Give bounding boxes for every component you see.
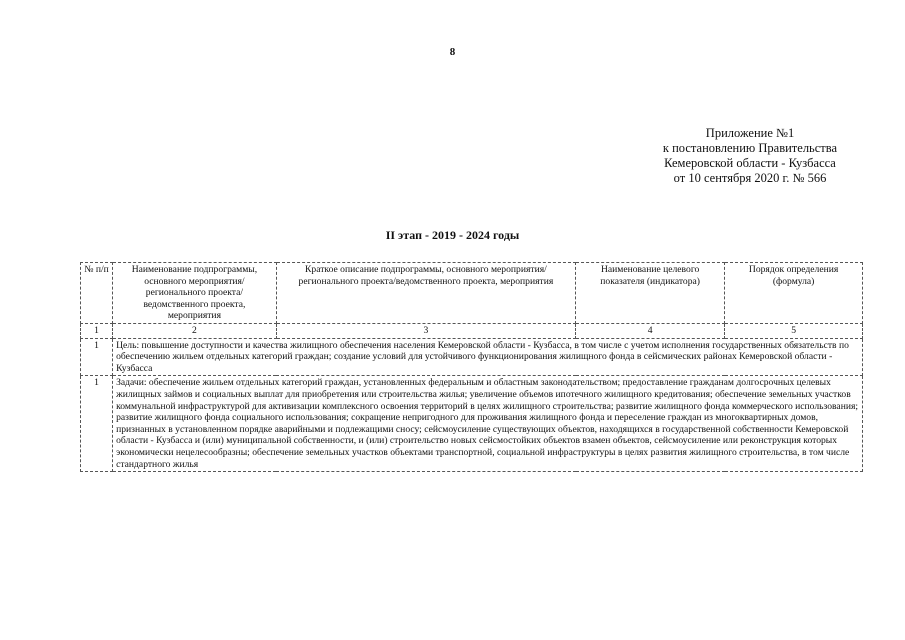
tasks-row — [81, 376, 863, 472]
goal-row-number: 1 — [81, 338, 113, 376]
column-number-row — [81, 323, 863, 338]
goal-text: Цель: повышение доступности и качества жилищного обеспечения населения Кемеровской области - Кузбасса, в том числе с учетом исполнения государственных обязательств по обеспечению жильем отдельных категорий граждан; создание условий для устойчивого функционирования жилищного фонда в сейсмических районах Кемеровской области - Кузбасса — [113, 338, 863, 376]
column-number: 2 — [113, 323, 277, 338]
column-number: 3 — [276, 323, 575, 338]
column-number: 4 — [576, 323, 725, 338]
appendix-block — [600, 126, 900, 186]
appendix-line-4: от 10 сентября 2020 г. № 566 — [673, 171, 827, 185]
header-indicator: Наименование целевого показателя (индикатора) — [576, 263, 725, 324]
appendix-line-3: Кемеровской области - Кузбасса — [664, 156, 836, 170]
page-number: 8 — [449, 46, 456, 58]
goal-row — [81, 338, 863, 376]
column-number: 1 — [81, 323, 113, 338]
column-number: 5 — [725, 323, 863, 338]
appendix-line-2: к постановлению Правительства — [662, 141, 838, 155]
appendix-line-1: Приложение №1 — [705, 126, 795, 140]
tasks-row-number: 1 — [81, 376, 113, 472]
tasks-text: Задачи: обеспечение жильем отдельных категорий граждан, установленных федеральным и областным законодательством; предоставление гражданам долгосрочных целевых жилищных займов и социальных выплат для приобретения или строительства жилья; увеличение объемов ипотечного жилищного кредитования; обеспечение земельных участков коммунальной инфраструктурой для активизации комплексного освоения территорий в целях жилищного строительства; развитие жилищного фонда коммерческого использования; развитие жилищного фонда социального использования; сокращение непригодного для проживания жилищного фонда и переселение граждан из многоквартирных домов, признанных в установленном порядке аварийными и подлежащими сносу; сейсмоусиление существующих объектов, находящихся в государственной собственности Кемеровской области - Кузбасса и (или) муниципальной собственности, и (или) строительство новых сейсмостойких объектов взамен объектов, сейсмоусиление или реконструкция которых экономически нецелесообразны; обеспечение земельных участков объектами транспортной, социальной инфраструктуры в целях развития жилищного строительства, в том числе стандартного жилья — [113, 376, 863, 472]
header-formula: Порядок определения (формула) — [725, 263, 863, 324]
header-number: № п/п — [81, 263, 113, 324]
header-description: Краткое описание подпрограммы, основного мероприятия/регионального проекта/ведомственного проекта, мероприятия — [276, 263, 575, 324]
table-header-row — [81, 263, 863, 324]
stage-title: II этап - 2019 - 2024 годы — [385, 228, 520, 242]
program-table — [80, 262, 863, 472]
header-subprogram-name: Наименование подпрограммы, основного мероприятия/регионального проекта/ведомственного проекта, мероприятия — [113, 263, 277, 324]
